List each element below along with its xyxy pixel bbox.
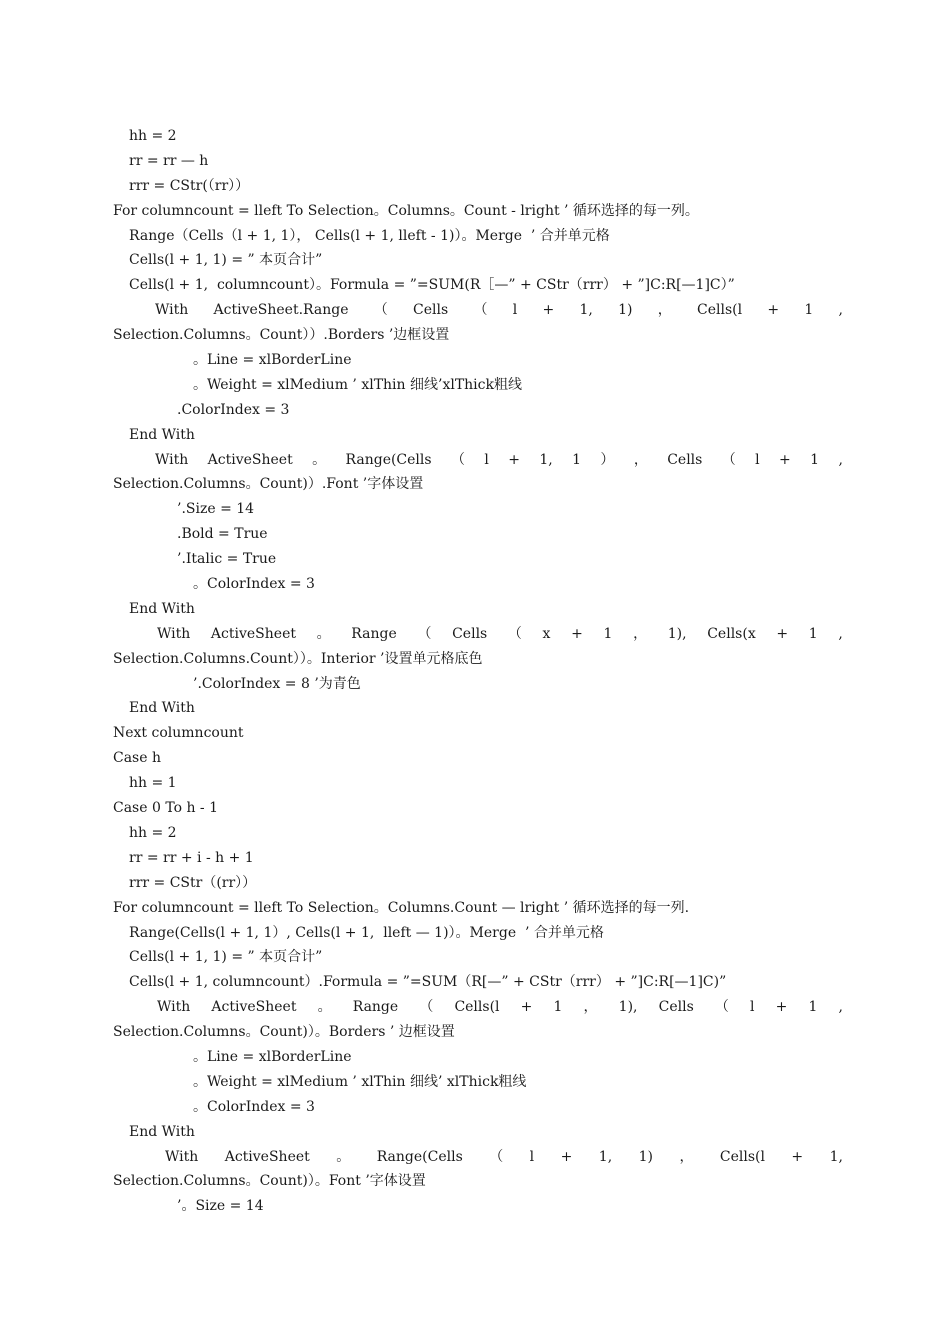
code-token: ActiveSheet (207, 451, 293, 468)
code-token: Cells(x (707, 625, 756, 642)
code-token: With (165, 1148, 199, 1165)
code-token: + (560, 1148, 573, 1165)
code-token: ， (679, 1148, 694, 1165)
code-line: End With (129, 426, 195, 443)
code-line: For columncount = lleft To Selection。Columns.Count — lright ’ 循环选择的每一列. (113, 899, 690, 916)
code-token: （ (721, 451, 736, 468)
code-line: Selection.Columns。Count)）。Borders ’ 边框设置 (113, 1024, 455, 1041)
code-token: （ (507, 625, 522, 642)
code-line: 。ColorIndex = 3 (193, 576, 315, 593)
code-token: 1), (667, 625, 687, 642)
code-line: .ColorIndex = 3 (177, 401, 290, 418)
code-token: Range (352, 999, 399, 1016)
code-line: 。Line = xlBorderLine (193, 1048, 352, 1065)
code-token: ， (583, 999, 598, 1016)
code-token: , (838, 999, 843, 1016)
code-line: Cells(l + 1, columncount）.Formula = ”=SUM（R[—” + CStr（rrr） + ”]C:R[—1]C)” (129, 974, 727, 991)
code-token: （ (373, 302, 388, 319)
code-line: rrr = CStr(（rr）） (129, 177, 250, 194)
code-token: Cells(l (719, 1148, 765, 1165)
code-token: With (157, 625, 191, 642)
code-line: hh = 2 (129, 824, 177, 841)
code-line (113, 298, 843, 323)
code-token: , (838, 625, 843, 642)
code-token: + (791, 1148, 804, 1165)
code-line: Selection.Columns。Count)）。Font ’字体设置 (113, 1173, 426, 1190)
code-line: .Bold = True (177, 526, 268, 543)
code-line: hh = 2 (129, 128, 177, 144)
code-line (113, 1145, 843, 1170)
code-line: 。Weight = xlMedium ’ xlThin 细线’xlThick粗线 (193, 376, 522, 393)
code-token: + (776, 625, 789, 642)
code-token: （ (714, 999, 729, 1016)
code-line: Range(Cells(l + 1, 1）, Cells(l + 1, lleft — 1)）。Merge ’ 合并单元格 (129, 924, 604, 941)
code-line: Range（Cells（l + 1, 1）， Cells(l + 1, lleft - 1)）。Merge ’ 合并单元格 (129, 227, 610, 244)
code-token: 1 (804, 302, 814, 319)
code-line: End With (129, 700, 195, 717)
code-token: With (157, 999, 191, 1016)
code-token: （ (417, 625, 432, 642)
code-token: ActiveSheet.Range (213, 302, 349, 319)
code-token: + (775, 999, 788, 1016)
code-token: l (512, 302, 518, 319)
code-token: + (767, 302, 780, 319)
code-token: + (571, 625, 583, 642)
code-token: 1 (603, 625, 613, 642)
code-token: Cells (667, 451, 703, 468)
code-token: Cells (452, 625, 488, 642)
code-token: 1) (638, 1148, 653, 1165)
code-token: With (155, 302, 189, 319)
code-token: 1 (808, 625, 818, 642)
code-token: x (542, 625, 551, 642)
code-line: 。ColorIndex = 3 (193, 1098, 315, 1115)
code-line: 。Line = xlBorderLine (193, 352, 352, 369)
code-line: Next columncount (113, 725, 244, 742)
code-line: Cells(l + 1, 1) = ” 本页合计” (129, 949, 323, 966)
code-line: ’。Size = 14 (177, 1198, 264, 1215)
code-line (113, 622, 843, 647)
code-token: 1 (810, 451, 820, 468)
code-token: , (838, 302, 843, 319)
code-line (113, 448, 843, 473)
code-token: + (779, 451, 791, 468)
code-token: ， (657, 302, 672, 319)
code-token: （ (473, 302, 488, 319)
code-line: Selection.Columns。Count)）.Font ’字体设置 (113, 476, 424, 493)
code-token: （ (489, 1148, 504, 1165)
code-token: l (484, 451, 489, 468)
code-token: 1), (618, 999, 638, 1016)
code-token: + (542, 302, 555, 319)
code-line: Cells(l + 1, 1) = ” 本页合计” (129, 252, 323, 269)
code-token: 1, (539, 451, 553, 468)
code-line: ’.Size = 14 (177, 501, 255, 518)
code-token: 1, (829, 1148, 843, 1165)
code-token: Range (351, 625, 397, 642)
code-token: Cells(l (697, 302, 743, 319)
code-token: 1, (598, 1148, 613, 1165)
code-line: ’.Italic = True (177, 551, 277, 568)
code-token: 。 (316, 625, 331, 642)
code-line: rrr = CStr（(rr）） (129, 874, 257, 891)
code-token: l (529, 1148, 535, 1165)
code-line: Selection.Columns。Count））.Borders ’边框设置 (113, 327, 450, 344)
code-token: Range(Cells (345, 451, 432, 468)
code-line: End With (129, 1123, 195, 1140)
code-token: With (155, 451, 189, 468)
code-line: rr = rr + i - h + 1 (129, 849, 254, 866)
code-listing (113, 124, 843, 1219)
code-line: For columncount = lleft To Selection。Columns。Count - lright ’ 循环选择的每一列。 (113, 202, 699, 219)
code-token: Range(Cells (376, 1148, 463, 1165)
code-token: ， (633, 451, 648, 468)
code-token: （ (419, 999, 434, 1016)
code-token: 1, (579, 302, 593, 319)
code-line: ’.ColorIndex = 8 ’为青色 (193, 675, 361, 692)
code-line: 。Weight = xlMedium ’ xlThin 细线’ xlThick粗线 (193, 1073, 527, 1090)
code-token: Cells (658, 999, 694, 1016)
code-token: ActiveSheet (210, 625, 296, 642)
code-token: ActiveSheet (224, 1148, 310, 1165)
code-line: Case 0 To h - 1 (113, 800, 219, 817)
code-line: rr = rr — h (129, 152, 209, 169)
code-line (113, 995, 843, 1020)
code-token: Cells(l (454, 999, 500, 1016)
code-token: 。 (312, 451, 327, 468)
code-token: 。 (317, 999, 332, 1016)
code-token: （ (450, 451, 465, 468)
code-token: ActiveSheet (211, 999, 297, 1016)
code-token: 。 (336, 1148, 351, 1165)
code-token: ， (633, 625, 648, 642)
code-line: Selection.Columns.Count））。Interior ’设置单元格底色 (113, 650, 483, 667)
code-line: Cells(l + 1, columncount）。Formula = ”=SUM(R［—” + CStr（rrr） + ”]C:R[—1]C）” (129, 277, 735, 294)
code-token: + (520, 999, 533, 1016)
code-token: + (508, 451, 520, 468)
code-token: l (755, 451, 760, 468)
code-token: 1 (808, 999, 818, 1016)
code-token: l (750, 999, 755, 1016)
code-token: , (838, 451, 843, 468)
code-line: hh = 1 (129, 775, 177, 792)
code-token: 1 (553, 999, 563, 1016)
code-line: Case h (113, 750, 161, 767)
code-token: 1) (618, 302, 633, 319)
code-token: Cells (413, 302, 449, 319)
code-token: 1 (572, 451, 582, 468)
code-line: End With (129, 600, 195, 617)
code-token: ） (600, 451, 615, 468)
